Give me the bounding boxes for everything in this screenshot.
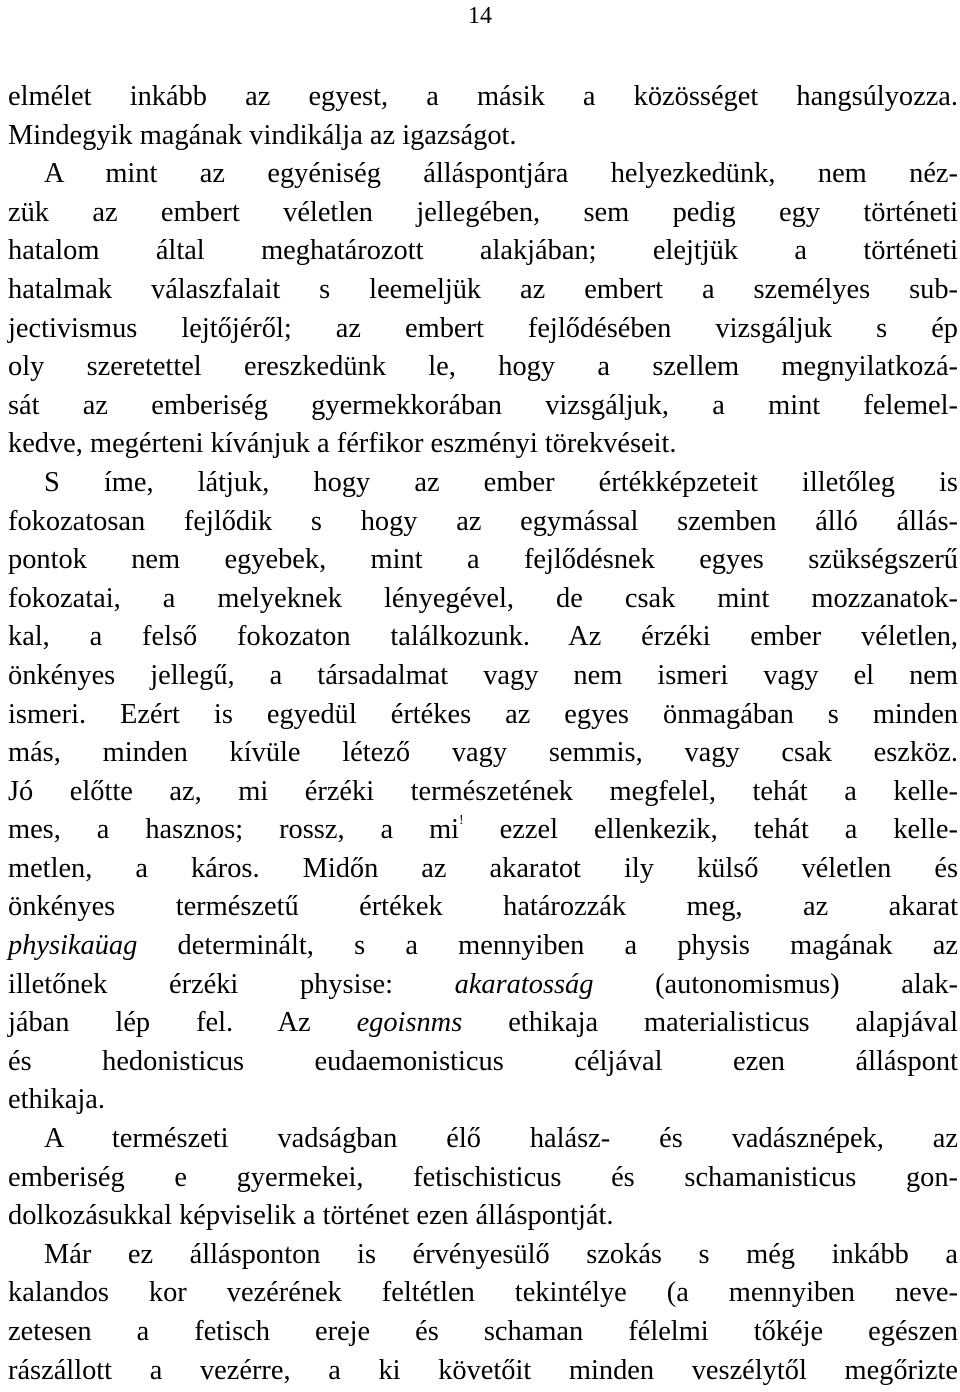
text-line: önkényes természetű értékek határozzák meg, az akarat	[8, 891, 958, 923]
italic-term: egoisnms	[356, 1007, 463, 1039]
text-line: hatalom által meghatározott alakjában; elejtjük a történeti	[8, 235, 958, 267]
text-line: A mint az egyéniség álláspontjára helyezkedünk, nem néz-	[44, 158, 958, 190]
text-line: fokozatosan fejlődik s hogy az egymással szemben álló állás-	[8, 505, 958, 537]
text-segment: ethikaja materialisticus alapjával	[462, 1007, 958, 1039]
text-line: A természeti vadságban élő halász- és vadásznépek, az	[44, 1123, 958, 1155]
text-line: Mindegyik magának vindikálja az igazságot.	[8, 119, 517, 151]
text-line: kedve, megérteni kívánjuk a férfikor eszményi törekvéseit.	[8, 428, 677, 460]
body-text	[8, 78, 958, 1390]
text-line: dolkozásukkal képviselik a történet ezen álláspontját.	[8, 1200, 614, 1232]
text-segment: ezzel ellenkezik, tehát a kelle-	[463, 814, 958, 846]
text-segment: illetőnek érzéki physise:	[8, 968, 455, 1000]
text-line: és hedonisticus eudaemonisticus céljával ezen álláspont	[8, 1045, 958, 1077]
text-line: Már ez állásponton is érvényesülő szokás s még inkább a	[44, 1238, 958, 1270]
page-number: 14	[468, 3, 492, 29]
text-line: S íme, látjuk, hogy az ember értékképzeteit illetőleg is	[44, 466, 958, 498]
text-line	[8, 811, 958, 850]
text-line: emberiség e gyermekei, fetischisticus és schamanisticus gon-	[8, 1161, 958, 1193]
text-line: kalandos kor vezérének feltétlen tekintélye (a mennyiben neve-	[8, 1277, 958, 1309]
text-line: jectivismus lejtőjéről; az embert fejlődésében vizsgáljuk s ép	[8, 312, 958, 344]
text-line: metlen, a káros. Midőn az akaratot ily külső véletlen és	[8, 852, 958, 884]
italic-term: physikaüag	[8, 930, 138, 962]
text-line: oly szeretettel ereszkedünk le, hogy a szellem megnyilatkozá-	[8, 351, 958, 383]
footnote-mark: !	[459, 813, 464, 829]
text-line: rászállott a vezérre, a ki követőit minden veszélytől megőrizte	[8, 1354, 958, 1386]
text-segment: (autonomismus) alak-	[593, 968, 958, 1000]
text-line: fokozatai, a melyeknek lényegével, de csak mint mozzanatok-	[8, 582, 958, 614]
text-segment: jában lép fel. Az	[8, 1007, 357, 1039]
text-line: sát az emberiség gyermekkorában vizsgáljuk, a mint felemel-	[8, 389, 958, 421]
text-line: ismeri. Ezért is egyedül értékes az egyes önmagában s minden	[8, 698, 958, 730]
text-line: elmélet inkább az egyest, a másik a közösséget hangsúlyozza.	[8, 81, 958, 112]
text-line: zetesen a fetisch ereje és schaman félelmi tőkéje egészen	[8, 1316, 958, 1347]
text-segment: mes, a hasznos; rossz, a mi	[8, 814, 460, 846]
text-line: ethikaja.	[8, 1084, 105, 1116]
text-line: önkényes jellegű, a társadalmat vagy nem ismeri vagy el nem	[8, 659, 958, 691]
text-line: zük az embert véletlen jellegében, sem pedig egy történeti	[8, 196, 958, 228]
text-segment: determinált, s a mennyiben a physis magának az	[137, 930, 958, 962]
text-line: hatalmak válaszfalait s leemeljük az embert a személyes sub-	[8, 273, 958, 305]
text-line: más, minden kívüle létező vagy semmis, vagy csak eszköz.	[8, 737, 958, 769]
text-line: kal, a felső fokozaton találkozunk. Az érzéki ember véletlen,	[8, 621, 958, 653]
text-line: pontok nem egyebek, mint a fejlődésnek egyes szükségszerű	[8, 544, 958, 576]
text-line: Jó előtte az, mi érzéki természetének megfelel, tehát a kelle-	[8, 775, 958, 807]
text-line	[8, 927, 958, 966]
text-line	[8, 1004, 958, 1043]
italic-term: akaratosság	[454, 968, 594, 1000]
text-line	[8, 966, 958, 1005]
